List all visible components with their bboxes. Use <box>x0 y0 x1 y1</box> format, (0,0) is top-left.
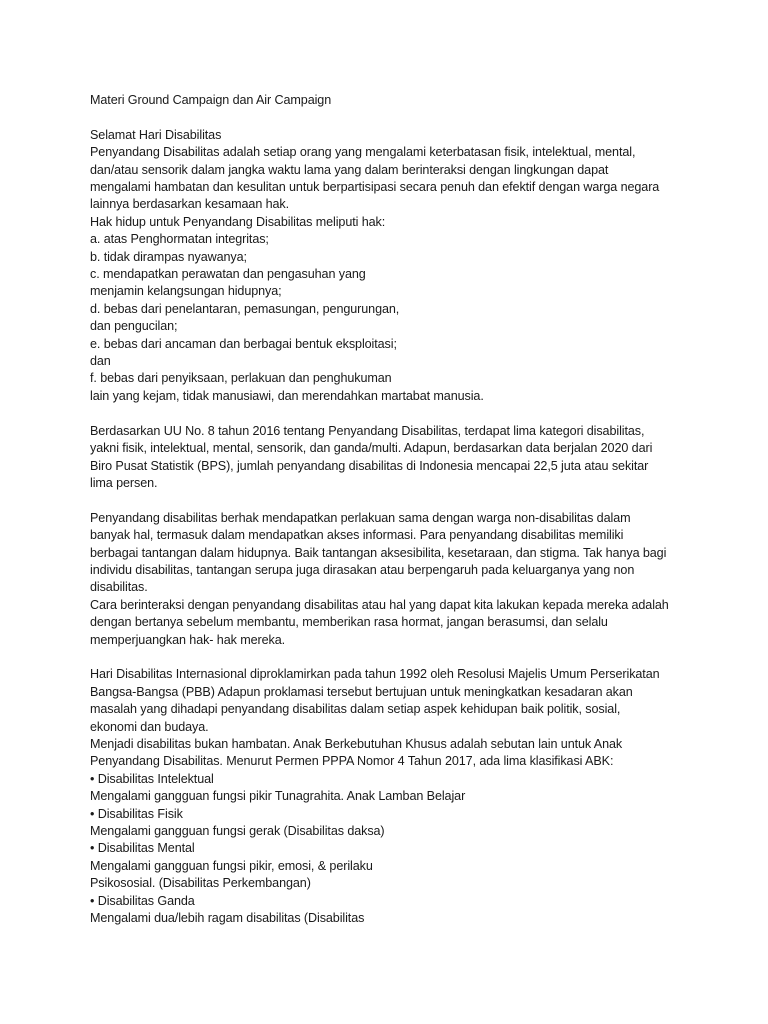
text-line: memperjuangkan hak- hak mereka. <box>90 632 285 647</box>
text-line: c. mendapatkan perawatan dan pengasuhan yang <box>90 267 366 282</box>
text-line: Hari Disabilitas Internasional diproklamirkan pada tahun 1992 oleh Resolusi Majelis Umum Perserikatan <box>90 667 660 682</box>
text-line: Bangsa-Bangsa (PBB) Adapun proklamasi tersebut bertujuan untuk meningkatkan kesadaran akan <box>90 684 633 699</box>
paragraph <box>90 666 690 927</box>
text-line: • Disabilitas Mental <box>90 841 195 856</box>
blank-line <box>90 492 690 509</box>
text-line: b. tidak dirampas nyawanya; <box>90 249 247 264</box>
text-line: menjamin kelangsungan hidupnya; <box>90 284 282 299</box>
paragraph <box>90 127 690 406</box>
text-line: dan/atau sensorik dalam jangka waktu lama yang dalam berinteraksi dengan lingkungan dapat <box>90 162 609 177</box>
text-line: dan <box>90 354 111 369</box>
text-line: berbagai tantangan dalam hidupnya. Baik tantangan aksesibilita, kesetaraan, dan stigma. Tak hanya bagi <box>90 545 667 560</box>
text-line: Mengalami gangguan fungsi pikir, emosi, & perilaku <box>90 858 373 873</box>
text-line: Cara berinteraksi dengan penyandang disabilitas atau hal yang dapat kita lakukan kepada mereka adalah <box>90 597 669 612</box>
text-line: Mengalami gangguan fungsi gerak (Disabilitas daksa) <box>90 824 385 838</box>
text-line: Penyandang Disabilitas. Menurut Permen PPPA Nomor 4 Tahun 2017, ada lima klasifikasi ABK: <box>90 754 614 769</box>
text-line: Hak hidup untuk Penyandang Disabilitas meliputi hak: <box>90 214 386 229</box>
text-line: Penyandang disabilitas berhak mendapatkan perlakuan sama dengan warga non-disabilitas dalam <box>90 510 631 525</box>
text-line: a. atas Penghormatan integritas; <box>90 232 269 247</box>
document-title: Materi Ground Campaign dan Air Campaign <box>90 93 332 107</box>
paragraph <box>90 423 690 493</box>
blank-line <box>90 649 690 666</box>
text-line: ekonomi dan budaya. <box>90 719 209 734</box>
text-line: lima persen. <box>90 475 158 490</box>
document-page <box>90 92 690 927</box>
text-line: Penyandang Disabilitas adalah setiap orang yang mengalami keterbatasan fisik, intelektual, mental, <box>90 145 636 160</box>
text-line: yakni fisik, intelektual, mental, sensorik, dan ganda/multi. Adapun, berdasarkan data berjalan 2020 dari <box>90 441 653 456</box>
text-line: f. bebas dari penyiksaan, perlakuan dan penghukuman <box>90 371 392 386</box>
text-line: e. bebas dari ancaman dan berbagai bentuk eksploitasi; <box>90 336 397 351</box>
paragraph <box>90 510 690 649</box>
text-line: Menjadi disabilitas bukan hambatan. Anak Berkebutuhan Khusus adalah sebutan lain untuk Anak <box>90 736 623 751</box>
text-line: banyak hal, termasuk dalam mendapatkan akses informasi. Para penyandang disabilitas memiliki <box>90 528 624 543</box>
text-line: lainnya berdasarkan kesamaan hak. <box>90 197 290 212</box>
text-line: individu disabilitas, tantangan serupa juga dirasakan atau berpengaruh pada keluarganya yang non <box>90 562 635 577</box>
text-line: mengalami hambatan dan kesulitan untuk berpartisipasi secara penuh dan efektif dengan warga negara <box>90 180 660 195</box>
text-line: Berdasarkan UU No. 8 tahun 2016 tentang Penyandang Disabilitas, terdapat lima kategori disabilitas, <box>90 423 645 438</box>
text-line: • Disabilitas Intelektual <box>90 771 214 786</box>
text-line: Selamat Hari Disabilitas <box>90 127 222 142</box>
text-line: lain yang kejam, tidak manusiawi, dan merendahkan martabat manusia. <box>90 388 484 403</box>
text-line: Mengalami dua/lebih ragam disabilitas (Disabilitas <box>90 911 365 926</box>
text-line: dengan bertanya sebelum membantu, memberikan rasa hormat, jangan berasumsi, dan selalu <box>90 615 608 630</box>
document-body <box>90 127 690 928</box>
text-line: • Disabilitas Fisik <box>90 806 183 821</box>
text-line: Psikososial. (Disabilitas Perkembangan) <box>90 876 311 891</box>
text-line: dan pengucilan; <box>90 319 178 334</box>
text-line: • Disabilitas Ganda <box>90 893 195 908</box>
text-line: d. bebas dari penelantaran, pemasungan, pengurungan, <box>90 301 400 316</box>
text-line: Mengalami gangguan fungsi pikir Tunagrahita. Anak Lamban Belajar <box>90 789 466 804</box>
text-line: disabilitas. <box>90 580 148 595</box>
blank-line <box>90 405 690 422</box>
text-line: Biro Pusat Statistik (BPS), jumlah penyandang disabilitas di Indonesia mencapai 22,5 juta atau sekitar <box>90 458 649 473</box>
text-line: masalah yang dihadapi penyandang disabilitas dalam setiap aspek kehidupan baik politik, sosial, <box>90 702 621 717</box>
blank-line <box>90 109 690 126</box>
